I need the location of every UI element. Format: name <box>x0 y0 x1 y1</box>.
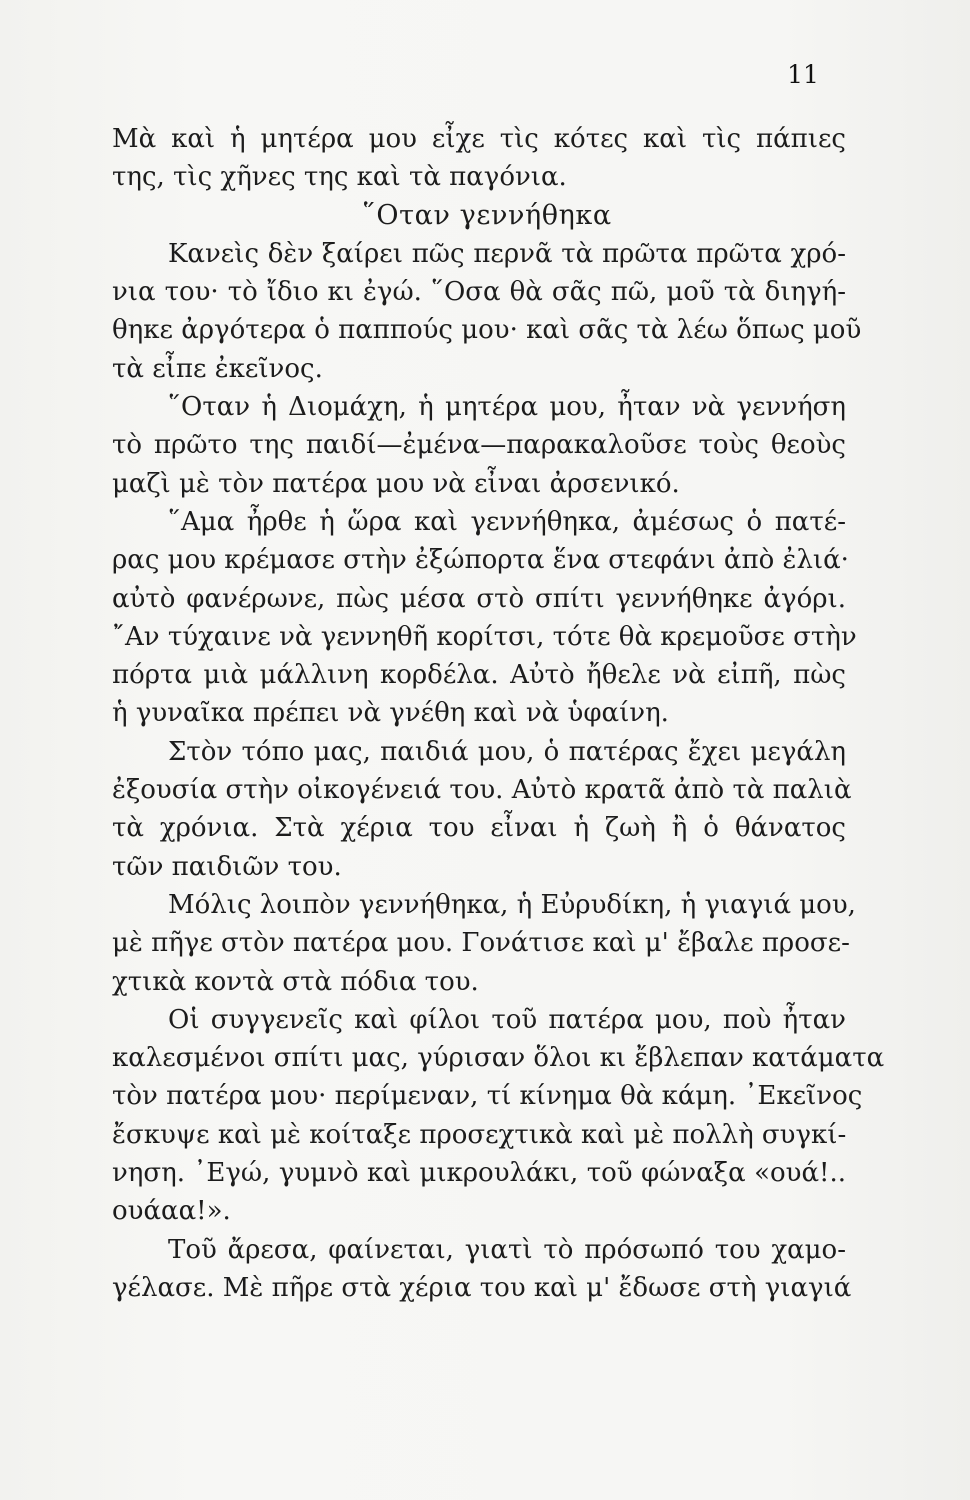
text-line: τὸν πατέρα μου· περίμεναν, τί κίνημα θὰ κάμη. ᾿Εκεῖνος <box>112 1081 863 1112</box>
text-line: αὐτὸ φανέρωνε, πὼς μέσα στὸ σπίτι γεννήθηκε ἀγόρι. <box>112 583 846 614</box>
text-line: θηκε ἀργότερα ὁ παππούς μου· καὶ σᾶς τὰ λέω ὅπως μοῦ <box>112 315 862 346</box>
text-line: νηση. ᾿Εγώ, γυμνὸ καὶ μικρουλάκι, τοῦ φώναξα «ουά!.. <box>112 1158 846 1189</box>
text-line: ἔσκυψε καὶ μὲ κοίταξε προσεχτικὰ καὶ μὲ πολλὴ συγκί- <box>112 1119 847 1150</box>
text-line: μαζὶ μὲ τὸν πατέρα μου νὰ εἶναι ἀρσενικό. <box>112 468 680 499</box>
chapter-heading: ῞Οταν γεννήθηκα <box>362 199 612 231</box>
text-line: ῞Οταν ἡ Διομάχη, ἡ μητέρα μου, ἦταν νὰ γεννήση <box>168 392 846 423</box>
text-line: ἐξουσία στὴν οἰκογένειά του. Αὐτὸ κρατᾶ ἀπὸ τὰ παλιὰ <box>112 775 852 806</box>
text-line: Τοῦ ἄρεσα, φαίνεται, γιατὶ τὸ πρόσωπό του χαμο- <box>168 1234 846 1265</box>
text-line: ἡ γυναῖκα πρέπει νὰ γνέθη καὶ νὰ ὑφαίνη. <box>112 698 669 729</box>
text-line: Οἱ συγγενεῖς καὶ φίλοι τοῦ πατέρα μου, ποὺ ἦταν <box>168 1004 846 1035</box>
text-line: της, τὶς χῆνες της καὶ τὰ παγόνια. <box>112 162 567 193</box>
text-line: Μὰ καὶ ἡ μητέρα μου εἶχε τὶς κότες καὶ τὶς πάπιες <box>112 124 846 154</box>
text-line: χτικὰ κοντὰ στὰ πόδια του. <box>112 966 479 997</box>
text-line: Κανεὶς δὲν ξαίρει πῶς περνᾶ τὰ πρῶτα πρῶτα χρό- <box>168 238 846 269</box>
page-text <box>112 120 885 1307</box>
text-line: γέλασε. Μὲ πῆρε στὰ χέρια του καὶ μ' ἔδωσε στὴ γιαγιά <box>112 1272 852 1303</box>
page-number: 11 <box>787 60 819 89</box>
text-line: πόρτα μιὰ μάλλινη κορδέλα. Αὐτὸ ἤθελε νὰ εἰπῆ, πὼς <box>112 660 846 691</box>
text-line: ουάαα!». <box>112 1196 231 1227</box>
text-line: τὸ πρῶτο της παιδί—ἐμένα—παρακαλοῦσε τοὺς θεοὺς <box>112 430 846 461</box>
text-line: καλεσμένοι σπίτι μας, γύρισαν ὅλοι κι ἔβλεπαν κατάματα <box>112 1043 885 1074</box>
text-line: νια του· τὸ ἴδιο κι ἐγώ. ῞Οσα θὰ σᾶς πῶ, μοῦ τὰ διηγή- <box>112 277 846 308</box>
text-line: Στὸν τόπο μας, παιδιά μου, ὁ πατέρας ἔχει μεγάλη <box>168 736 846 767</box>
text-line: μὲ πῆγε στὸν πατέρα μου. Γονάτισε καὶ μ' ἔβαλε προσε- <box>112 928 850 959</box>
text-line: τῶν παιδιῶν του. <box>112 851 342 882</box>
text-line: τὰ χρόνια. Στὰ χέρια του εἶναι ἡ ζωὴ ἢ ὁ θάνατος <box>112 813 846 844</box>
text-line: Μόλις λοιπὸν γεννήθηκα, ἡ Εὐρυδίκη, ἡ γιαγιά μου, <box>168 889 856 920</box>
text-line: ρας μου κρέμασε στὴν ἐξώπορτα ἕνα στεφάνι ἀπὸ ἐλιά· <box>112 545 849 576</box>
text-line: τὰ εἶπε ἐκεῖνος. <box>112 353 323 384</box>
text-line: ῎Αν τύχαινε νὰ γεννηθῆ κορίτσι, τότε θὰ κρεμοῦσε στὴν <box>112 621 857 652</box>
text-line: ῞Αμα ἦρθε ἡ ὥρα καὶ γεννήθηκα, ἀμέσως ὁ πατέ- <box>168 506 846 537</box>
